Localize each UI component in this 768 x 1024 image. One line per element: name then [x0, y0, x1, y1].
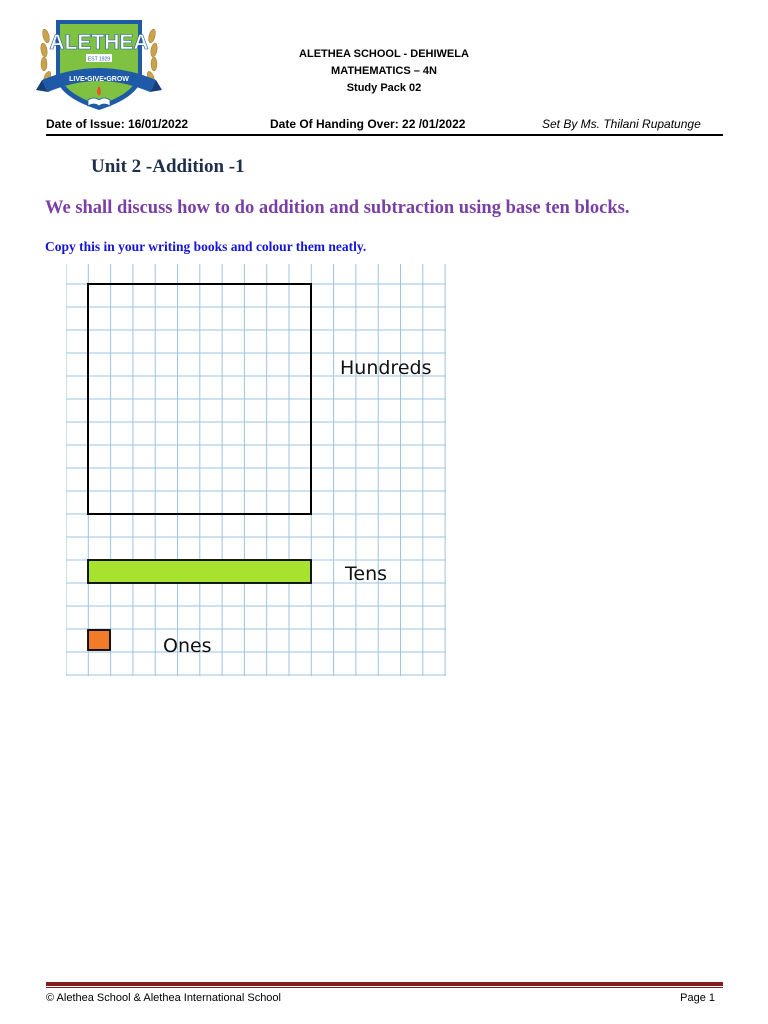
- subject-title: MATHEMATICS – 4N: [331, 65, 437, 77]
- grid-lines: [66, 264, 446, 676]
- school-logo: [36, 16, 162, 116]
- page-number: Page 1: [680, 992, 715, 1004]
- study-pack-title: Study Pack 02: [346, 82, 422, 94]
- tens-label: Tens: [345, 563, 388, 585]
- set-by: Set By Ms. Thilani Rupatunge: [542, 117, 701, 131]
- hundreds-label: Hundreds: [340, 357, 432, 379]
- base-ten-grid: [66, 264, 446, 676]
- date-of-handover: Date Of Handing Over: 22 /01/2022: [270, 117, 466, 131]
- school-name: ALETHEA SCHOOL - DEHIWELA: [299, 48, 469, 60]
- logo-est: EST 1929: [87, 56, 111, 63]
- header-divider: [46, 134, 723, 136]
- footer-divider-thin: [46, 987, 723, 988]
- footer-divider: [46, 982, 723, 986]
- logo-motto: LIVE•GIVE•GROW: [69, 76, 129, 83]
- intro-text: We shall discuss how to do addition and subtraction using base ten blocks.: [45, 198, 630, 218]
- unit-title: Unit 2 -Addition -1: [91, 156, 245, 177]
- tens-block: [88, 560, 311, 583]
- meta-row: [46, 117, 722, 135]
- logo-text: ALETHEA: [49, 31, 149, 54]
- date-of-issue: Date of Issue: 16/01/2022: [46, 117, 189, 131]
- footer-copyright: © Alethea School & Alethea International School: [46, 992, 281, 1004]
- ones-block: [88, 630, 110, 650]
- instruction-text: Copy this in your writing books and colour them neatly.: [45, 239, 367, 254]
- ones-label: Ones: [163, 635, 212, 657]
